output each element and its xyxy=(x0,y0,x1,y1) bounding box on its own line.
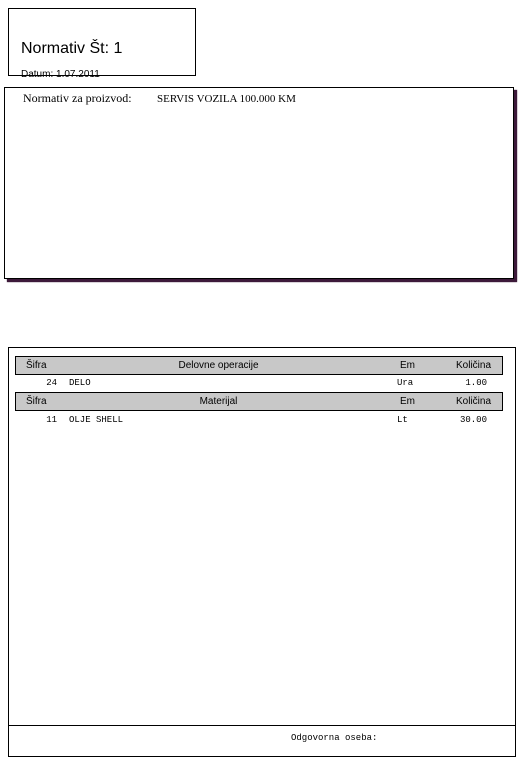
document-title: Normativ Št: 1 xyxy=(21,40,123,57)
row-unit: Lt xyxy=(397,415,408,425)
row-name: DELO xyxy=(69,378,91,388)
product-box xyxy=(4,87,514,279)
operations-col-unit: Em xyxy=(400,360,415,371)
document-date xyxy=(21,69,100,81)
materials-col-code: Šifra xyxy=(26,396,47,407)
responsible-person-label: Odgovorna oseba: xyxy=(291,733,378,743)
operations-col-code: Šifra xyxy=(26,360,47,371)
operations-col-name: Delovne operacije xyxy=(178,360,259,371)
product-label: Normativ za proizvod: xyxy=(23,91,132,105)
row-unit: Ura xyxy=(397,378,414,388)
materials-col-name: Materijal xyxy=(199,396,238,407)
materials-col-qty: Količina xyxy=(456,396,492,407)
title-box xyxy=(8,8,196,80)
row-name: OLJE SHELL xyxy=(69,415,124,425)
date-value: 1.07.2011 xyxy=(56,69,100,80)
operations-row xyxy=(15,377,503,389)
date-label: Datum: xyxy=(21,69,54,80)
footer-divider xyxy=(9,725,515,726)
operations-col-qty: Količina xyxy=(456,360,492,371)
materials-col-unit: Em xyxy=(400,396,415,407)
row-code: 24 xyxy=(46,378,57,388)
items-box xyxy=(8,347,516,757)
operations-header xyxy=(15,356,503,375)
materials-header xyxy=(15,392,503,411)
row-qty: 30.00 xyxy=(459,415,487,425)
row-code: 11 xyxy=(46,415,57,425)
materials-row xyxy=(15,414,503,426)
row-qty: 1.00 xyxy=(465,378,487,388)
product-value: SERVIS VOZILA 100.000 KM xyxy=(157,93,296,105)
